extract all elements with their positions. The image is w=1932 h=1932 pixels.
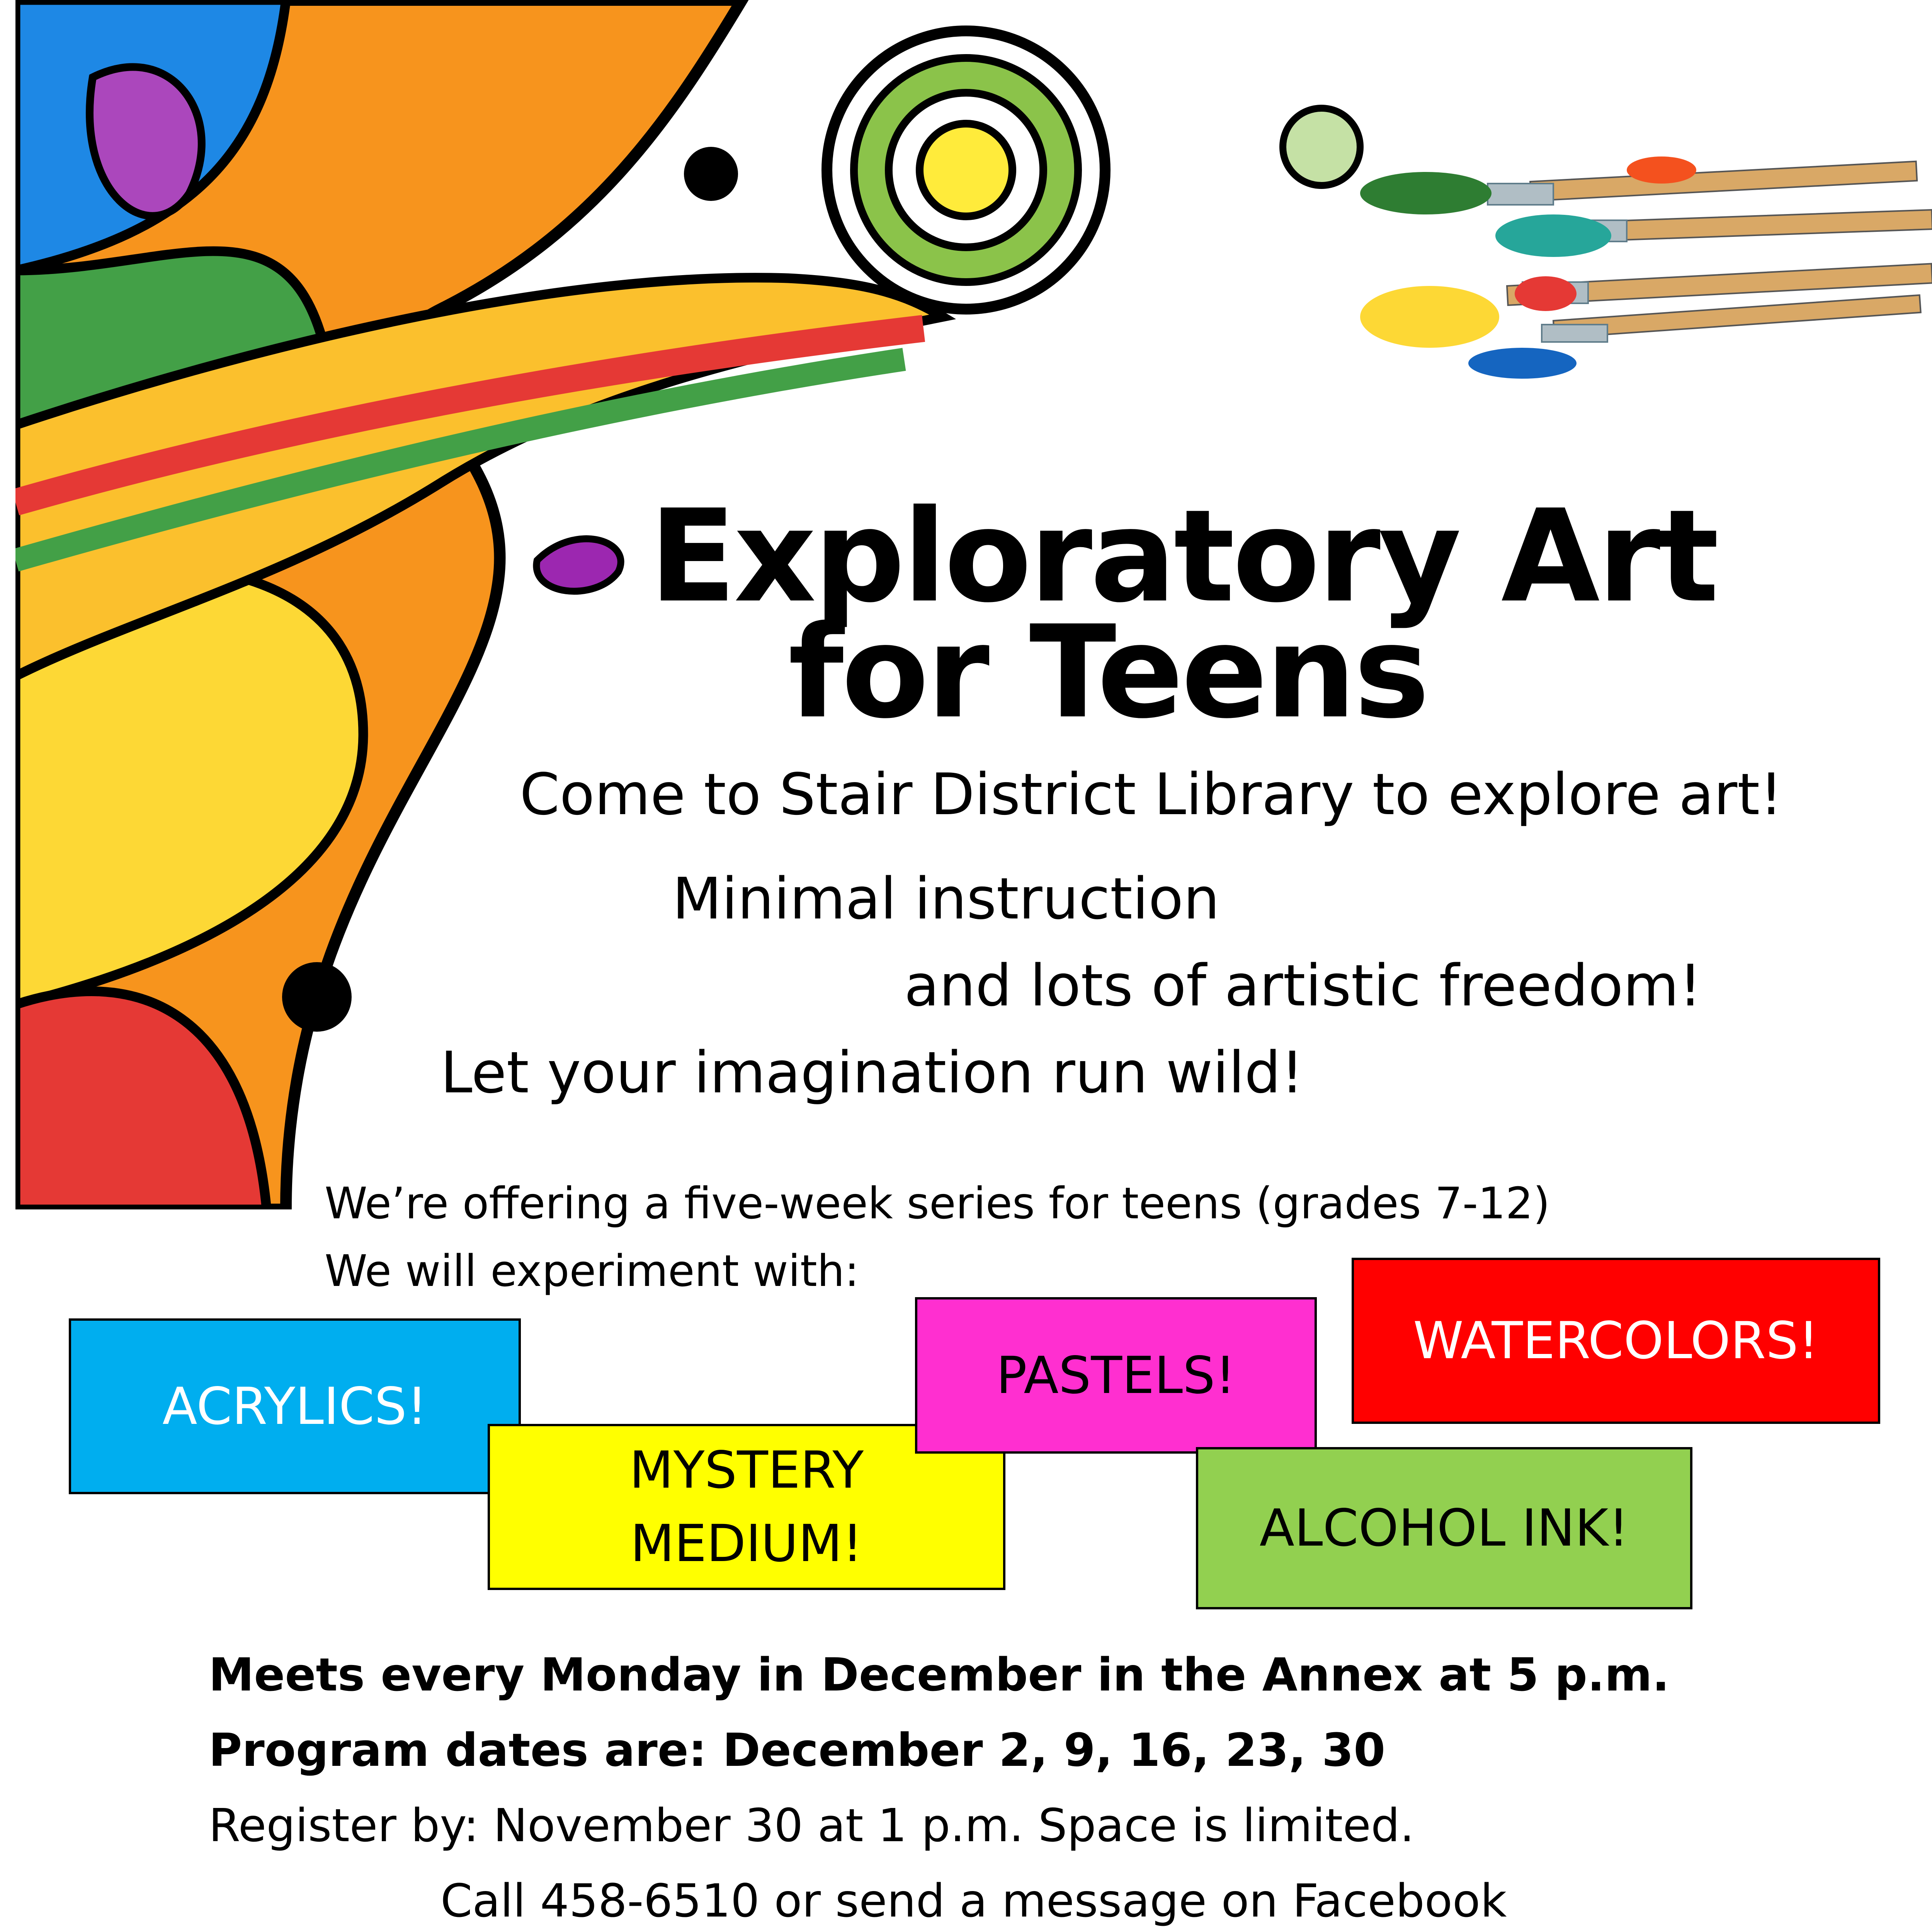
mystery-label-line-2: MEDIUM!: [630, 1514, 863, 1573]
pastels-label: PASTELS!: [996, 1345, 1236, 1405]
program-dates: Program dates are: December 2, 9, 16, 23, 30: [209, 1723, 1386, 1777]
paint-brushes-image: [1360, 147, 1932, 440]
pastels-box: [915, 1297, 1317, 1454]
colored-pencils-image: [0, 1924, 1932, 1932]
title-line-1: Exploratory Art: [649, 482, 1717, 631]
alcohol-ink-box: [1196, 1447, 1692, 1609]
intro-line-4: Let your imagination run wild!: [440, 1039, 1304, 1106]
watercolors-box: [1352, 1258, 1880, 1424]
intro-line-1: Come to Stair District Library to explore art!: [520, 761, 1783, 828]
title-line-2: for Teens: [788, 598, 1428, 747]
watercolors-label: WATERCOLORS!: [1413, 1311, 1819, 1371]
contact-instructions: Call 458-6510 or send a message on Facebook: [440, 1874, 1507, 1927]
meeting-info: Meets every Monday in December in the Annex at 5 p.m.: [209, 1648, 1670, 1701]
alcohol-ink-label: ALCOHOL INK!: [1259, 1498, 1629, 1558]
offer-line-2: We will experiment with:: [325, 1246, 859, 1296]
acrylics-label: ACRYLICS!: [162, 1376, 427, 1436]
event-title: [649, 482, 1717, 747]
mystery-label-line-1: MYSTERY: [629, 1440, 864, 1500]
intro-line-3: and lots of artistic freedom!: [904, 952, 1702, 1019]
acrylics-box: [69, 1318, 521, 1494]
intro-line-2: Minimal instruction: [672, 866, 1220, 932]
offer-line-1: We’re offering a five-week series for teens (grades 7-12): [325, 1179, 1550, 1229]
registration-deadline: Register by: November 30 at 1 p.m. Space is limited.: [209, 1799, 1415, 1852]
